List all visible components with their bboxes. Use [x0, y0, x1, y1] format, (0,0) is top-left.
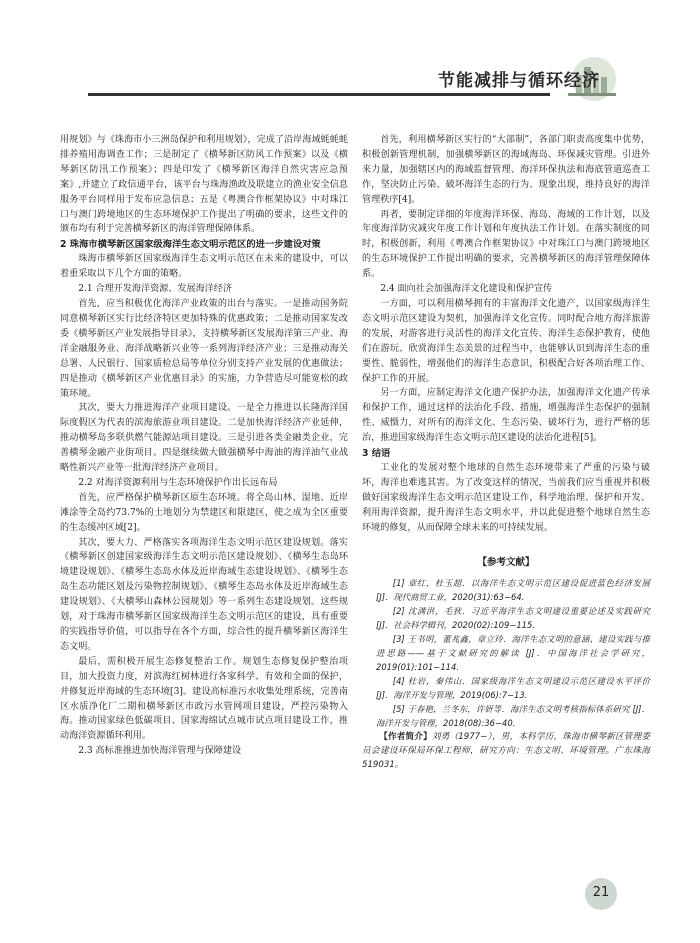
- right-column: [362, 133, 650, 772]
- page-number: 21: [592, 885, 610, 900]
- paragraph: 最后，需积极开展生态修复整治工作。规划生态修复保护整治项目，加大投资力度，对滨海红树林进行各家科学、有效和全面的保护，并修复近岸海域的生态环境[3]。建设高标准污水收集处理系统，完善南区水质净化厂二期和横琴新区市政污水管网项目建设，严控污染物入海。推动国家绿色低碳项目、国家海绵试点城市试点项目建设工作，推动海洋资源循环利用。: [60, 656, 348, 742]
- section-heading: 3 结语: [362, 448, 391, 460]
- reference-item: [3] 王书明，董兆鑫，章立玲．海洋生态文明的意涵、建设实践与推进思路——基于文献研究的解读 [J]．中国海洋社会学研究，2019(01):101−114.: [376, 634, 650, 673]
- section-heading: 2.4 面向社会加强海洋文化建设和保护宣传: [380, 284, 553, 295]
- paragraph: 其次，要大力、严格落实各项海洋生态文明示范区建设规划。落实《横琴新区创建国家级海洋生态文明示范区建设规划》、《横琴生态岛环境建设规划》、《横琴生态岛水体及近岸海域生态建设规划》、《横琴生态岛生态功能区划及污染物控制规划》、《横琴生态岛水体及近岸海域生态建设规划》、《大横琴山森林公园规划》等一系列生态建设规划。这些规划，对于珠海市横琴新区国家级海洋生态文明示范区的建设，具有重要的实践指导价值，可以指导在各个方面，综合性的提升横琴新区海洋生态文明。: [60, 537, 348, 652]
- page-number-badge: [585, 878, 617, 910]
- paragraph: 用规划》与《珠海市小三洲岛保护和利用规划》，完成了沿岸海域蚝蚝蚝排养殖用海调查工作；三是制定了《横琴新区防风工作预案》以及《横琴新区防汛工作预案》；四是印发了《横琴新区海洋自然灾害应急预案》,并建立了政信通平台，该平台与珠海渔政及联建立的渔业安全信息服务平台同样用于发布应急信息；五是《粤澳合作框架协议》中对珠江口与澳门跨境地区的生态环境保护工作提出了明确的要求，这些文件的颁布均有利于完善横琴新区的海洋管理保障体系。: [60, 135, 348, 235]
- header-rule: [88, 93, 550, 96]
- paragraph: 再者，要制定详细的年度海洋环保、海岛、海域的工作计划，以及年度海洋防灾减灾年度工作计划和年度执法工作计划。在落实制度的同时，积极创新，利用《粤澳合作框架协议》中对珠江口与澳门跨境地区的生态环境保护工作提出明确的要求，完善横琴新区的海洋管理保障体系。: [362, 209, 650, 280]
- author-intro: [362, 730, 650, 772]
- reference-item: [4] 杜岩，秦伟山．国家级海洋生态文明建设示范区建设水平评价 [J]．海洋开发与管理，2019(06):7−13.: [376, 676, 650, 701]
- references-title: 【参考文献】: [477, 556, 535, 568]
- left-column: [60, 133, 348, 759]
- reference-item: [1] 章红，杜玉超．以海洋生态文明示范区建设促进蓝色经济发展 [J]．现代商贸工业，2020(31):63−64.: [376, 578, 650, 603]
- paragraph: 珠海市横琴新区国家级海洋生态文明示范区在未来的建设中，可以着重采取以下几个方面的策略。: [60, 254, 348, 280]
- section-heading: 2.3 高标准推进加快海洋管理与保障建设: [78, 746, 242, 757]
- header-title: 节能减排与循环经济: [438, 71, 600, 91]
- paragraph: 首先，利用横琴新区实行的“大部制”，各部门职责高度集中优势，积极创新管理机制，加强横琴新区的海域海岛、环保减灾管理。引进外来力量，加强辖区内的海域监督管理、海洋环保执法和海底管道巡查工作，坚决防止污染、破坏海洋生态的行为、现象出现，维持良好的海洋管理秩序[4]。: [362, 135, 650, 205]
- paragraph: 首先，应当积极优化海洋产业政策的出台与落实。一是推动国务院同意横琴新区实行比经济特区更加特殊的优惠政策；二是推动国家发改委《横琴新区产业发展指导目录》，支持横琴新区发展海洋第三产业、海洋金融服务业、海洋战略新兴业等一系列海洋经济产业；三是推动海关总署、人民银行、国家质检总局等单位分别支持产业发展的优惠做法；四是推动《横琴新区产业优惠目录》的实施，力争营造尽可能宽松的政策环境。: [60, 299, 348, 399]
- section-heading: 2.1 合理开发海洋资源、发展海洋经济: [78, 284, 232, 295]
- reference-item: [5] 于春艳，兰冬东，许妍等．海洋生态文明考核指标体系研究 [J]．海洋开发与管理，2018(08):36−40.: [376, 704, 650, 729]
- author-intro-text: 刘勇（1977−），男，本科学历，珠海市横琴新区管理委员会建设环保局环保工程师，研究方向：生态文明、环境管理。广东珠海 519031。: [362, 732, 650, 771]
- paragraph: 另一方面，应制定海洋文化遗产保护办法，加强海洋文化遗产传承和保护工作，通过这样的法治化手段、措施，增强海洋生态保护的强制性、威慑力，对所有的海洋文化、生态污染、破坏行为，进行严格的惩治，推进国家级海洋生态文明示范区建设的法治化进程[5]。: [362, 388, 650, 444]
- paragraph: 首先，应严格保护横琴新区原生态环境。将全岛山林、湿地、近岸滩涂等全岛约73.7%的土地划分为禁建区和限建区，使之成为全区重要的生态缓冲区域[2]。: [60, 492, 348, 533]
- paragraph: 工业化的发展对整个地球的自然生态环境带来了严重的污染与破坏，海洋也难逃其害。为了改变这样的情况，当前我们应当重视并积极做好国家级海洋生态文明示范区建设工作，科学地治理、保护和开发、利用海洋资源，提升海洋生态文明水平，并以此促进整个地球自然生态环境的修复，从而保障全球未来的可持续发展。: [362, 463, 650, 533]
- section-heading: 2 珠海市横琴新区国家级海洋生态文明示范区的进一步建设对策: [60, 239, 321, 251]
- author-intro-label: 【作者简介】: [379, 732, 432, 743]
- section-heading: 2.2 对海洋资源利用与生态环境保护作出长远布局: [78, 477, 278, 488]
- page-header: [0, 55, 700, 115]
- paragraph: 其次，要大力推进海洋产业项目建设。一是全力推进以长隆海洋国际度假区为代表的滨海旅游业项目建设。二是加快海洋经济产业延伸，推动横琴岛多联供燃气能源站项目建设。三是引进各类金融类企业，完善横琴金融产业街项目。四是继续做大做强横琴中海油的海洋油气业战略性新兴产业等一批海洋经济产业项目。: [60, 403, 348, 474]
- paragraph: 一方面，可以利用横琴拥有的丰富海洋文化遗产，以国家级海洋生态文明示范区建设为契机，加强海洋文化宣传。同时配合地方海洋旅游的发展，对游客进行灵活性的海洋文化宣传、海洋生态保护教育，使他们在游玩、欣赏海洋生态美景的过程当中，也能够认识到海洋生态的重要性、脆弱性，增强他们的海洋生态意识，积极配合好各项治理工作、保护工作的开展。: [362, 298, 650, 384]
- reference-item: [2] 沈满洪，毛狄．习近平海洋生态文明建设重要论述及实践研究 [J]．社会科学辑刊，2020(02):109−115.: [376, 606, 650, 631]
- right-column-body: [362, 133, 650, 536]
- references-list: [362, 576, 650, 730]
